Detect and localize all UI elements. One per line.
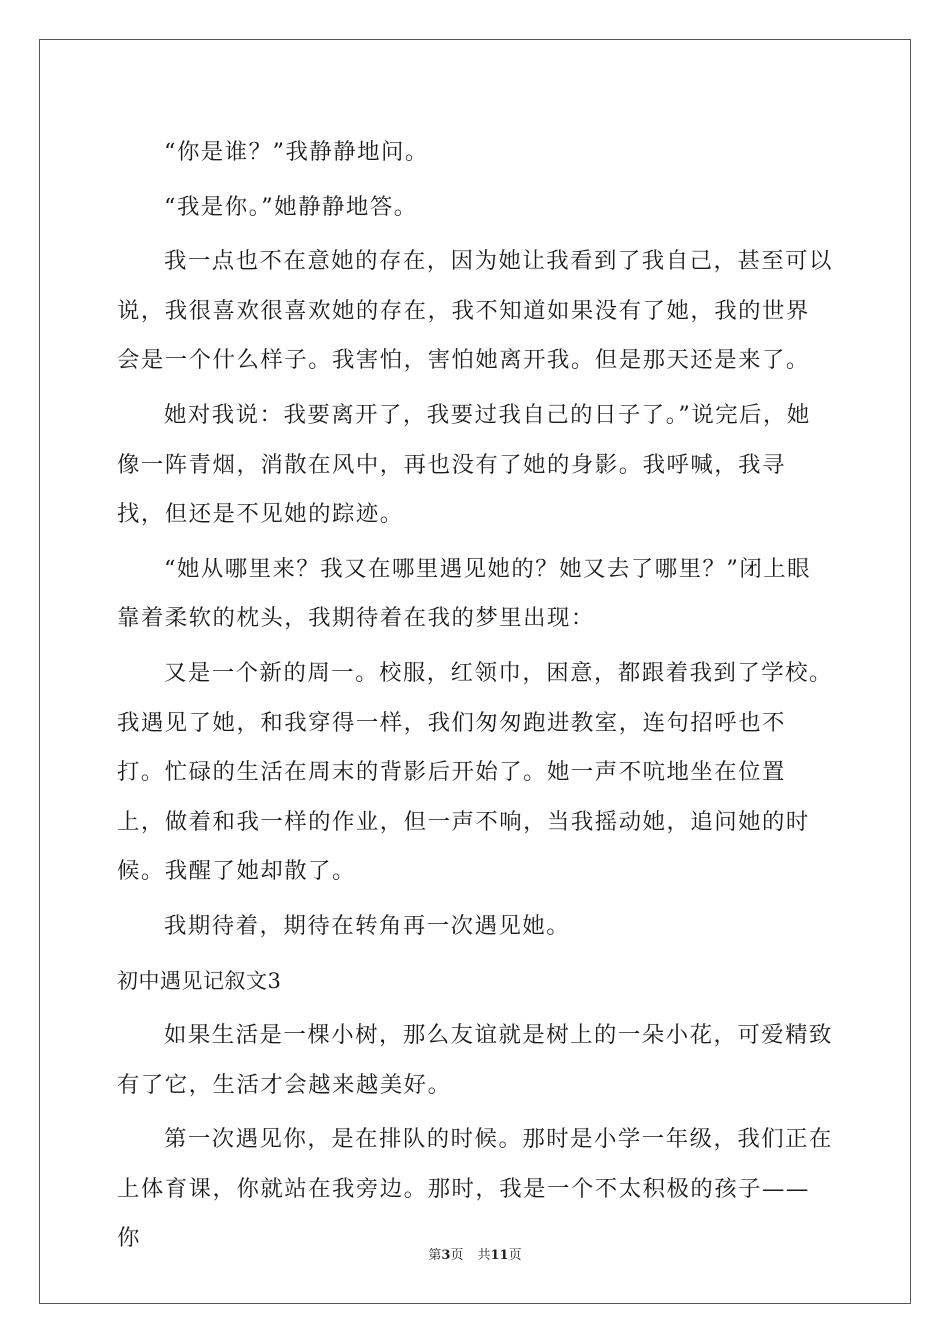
paragraph: “你是谁？”我静静地问。 [164, 139, 429, 165]
page-number-suffix: 页 [450, 1248, 464, 1263]
paragraph: “她从哪里来？我又在哪里遇见她的？她又去了哪里？”闭上眼靠着柔软的枕头，我期待着在我的梦里出现： [117, 555, 812, 632]
page-number-current: 3 [441, 1248, 451, 1263]
page-total-prefix: 共 [477, 1248, 491, 1263]
document-body [117, 128, 833, 1269]
paragraph: 第一次遇见你，是在排队的时候。那时是小学一年级，我们正在上体育课，你就站在我旁边。那时，我是一个不太积极的孩子——你 [117, 1126, 833, 1252]
paragraph: “我是你。”她静静地答。 [164, 193, 418, 220]
paragraph: 我一点也不在意她的存在，因为她让我看到了我自己，甚至可以说，我很喜欢很喜欢她的存在，我不知道如果没有了她，我的世界会是一个什么样子。我害怕，害怕她离开我。但是那天还是来了。 [117, 248, 833, 374]
paragraph: 如果生活是一棵小树，那么友谊就是树上的一朵小花，可爱精致有了它，生活才会越来越美好。 [117, 1022, 833, 1098]
paragraph: 她对我说：我要离开了，我要过我自己的日子了。”说完后，她像一阵青烟，消散在风中，再也没有了她的身影。我呼喊，我寻找，但还是不见她的踪迹。 [117, 401, 811, 528]
section-heading: 初中遇见记叙文3 [117, 968, 282, 993]
page-number-prefix: 第 [428, 1248, 442, 1263]
page-total-count: 11 [490, 1248, 509, 1263]
page-footer [0, 1244, 950, 1263]
paragraph: 我期待着，期待在转角再一次遇见她。 [164, 912, 571, 939]
paragraph: 又是一个新的周一。校服，红领巾，困意，都跟着我到了学校。我遇见了她，和我穿得一样，我们匆匆跑进教室，连句招呼也不打。忙碌的生活在周末的背影后开始了。她一声不吭地坐在位置上，做着和我一样的作业，但一声不响，当我摇动她，追问她的时候。我醒了她却散了。 [117, 659, 833, 885]
page-total-suffix: 页 [508, 1248, 522, 1263]
